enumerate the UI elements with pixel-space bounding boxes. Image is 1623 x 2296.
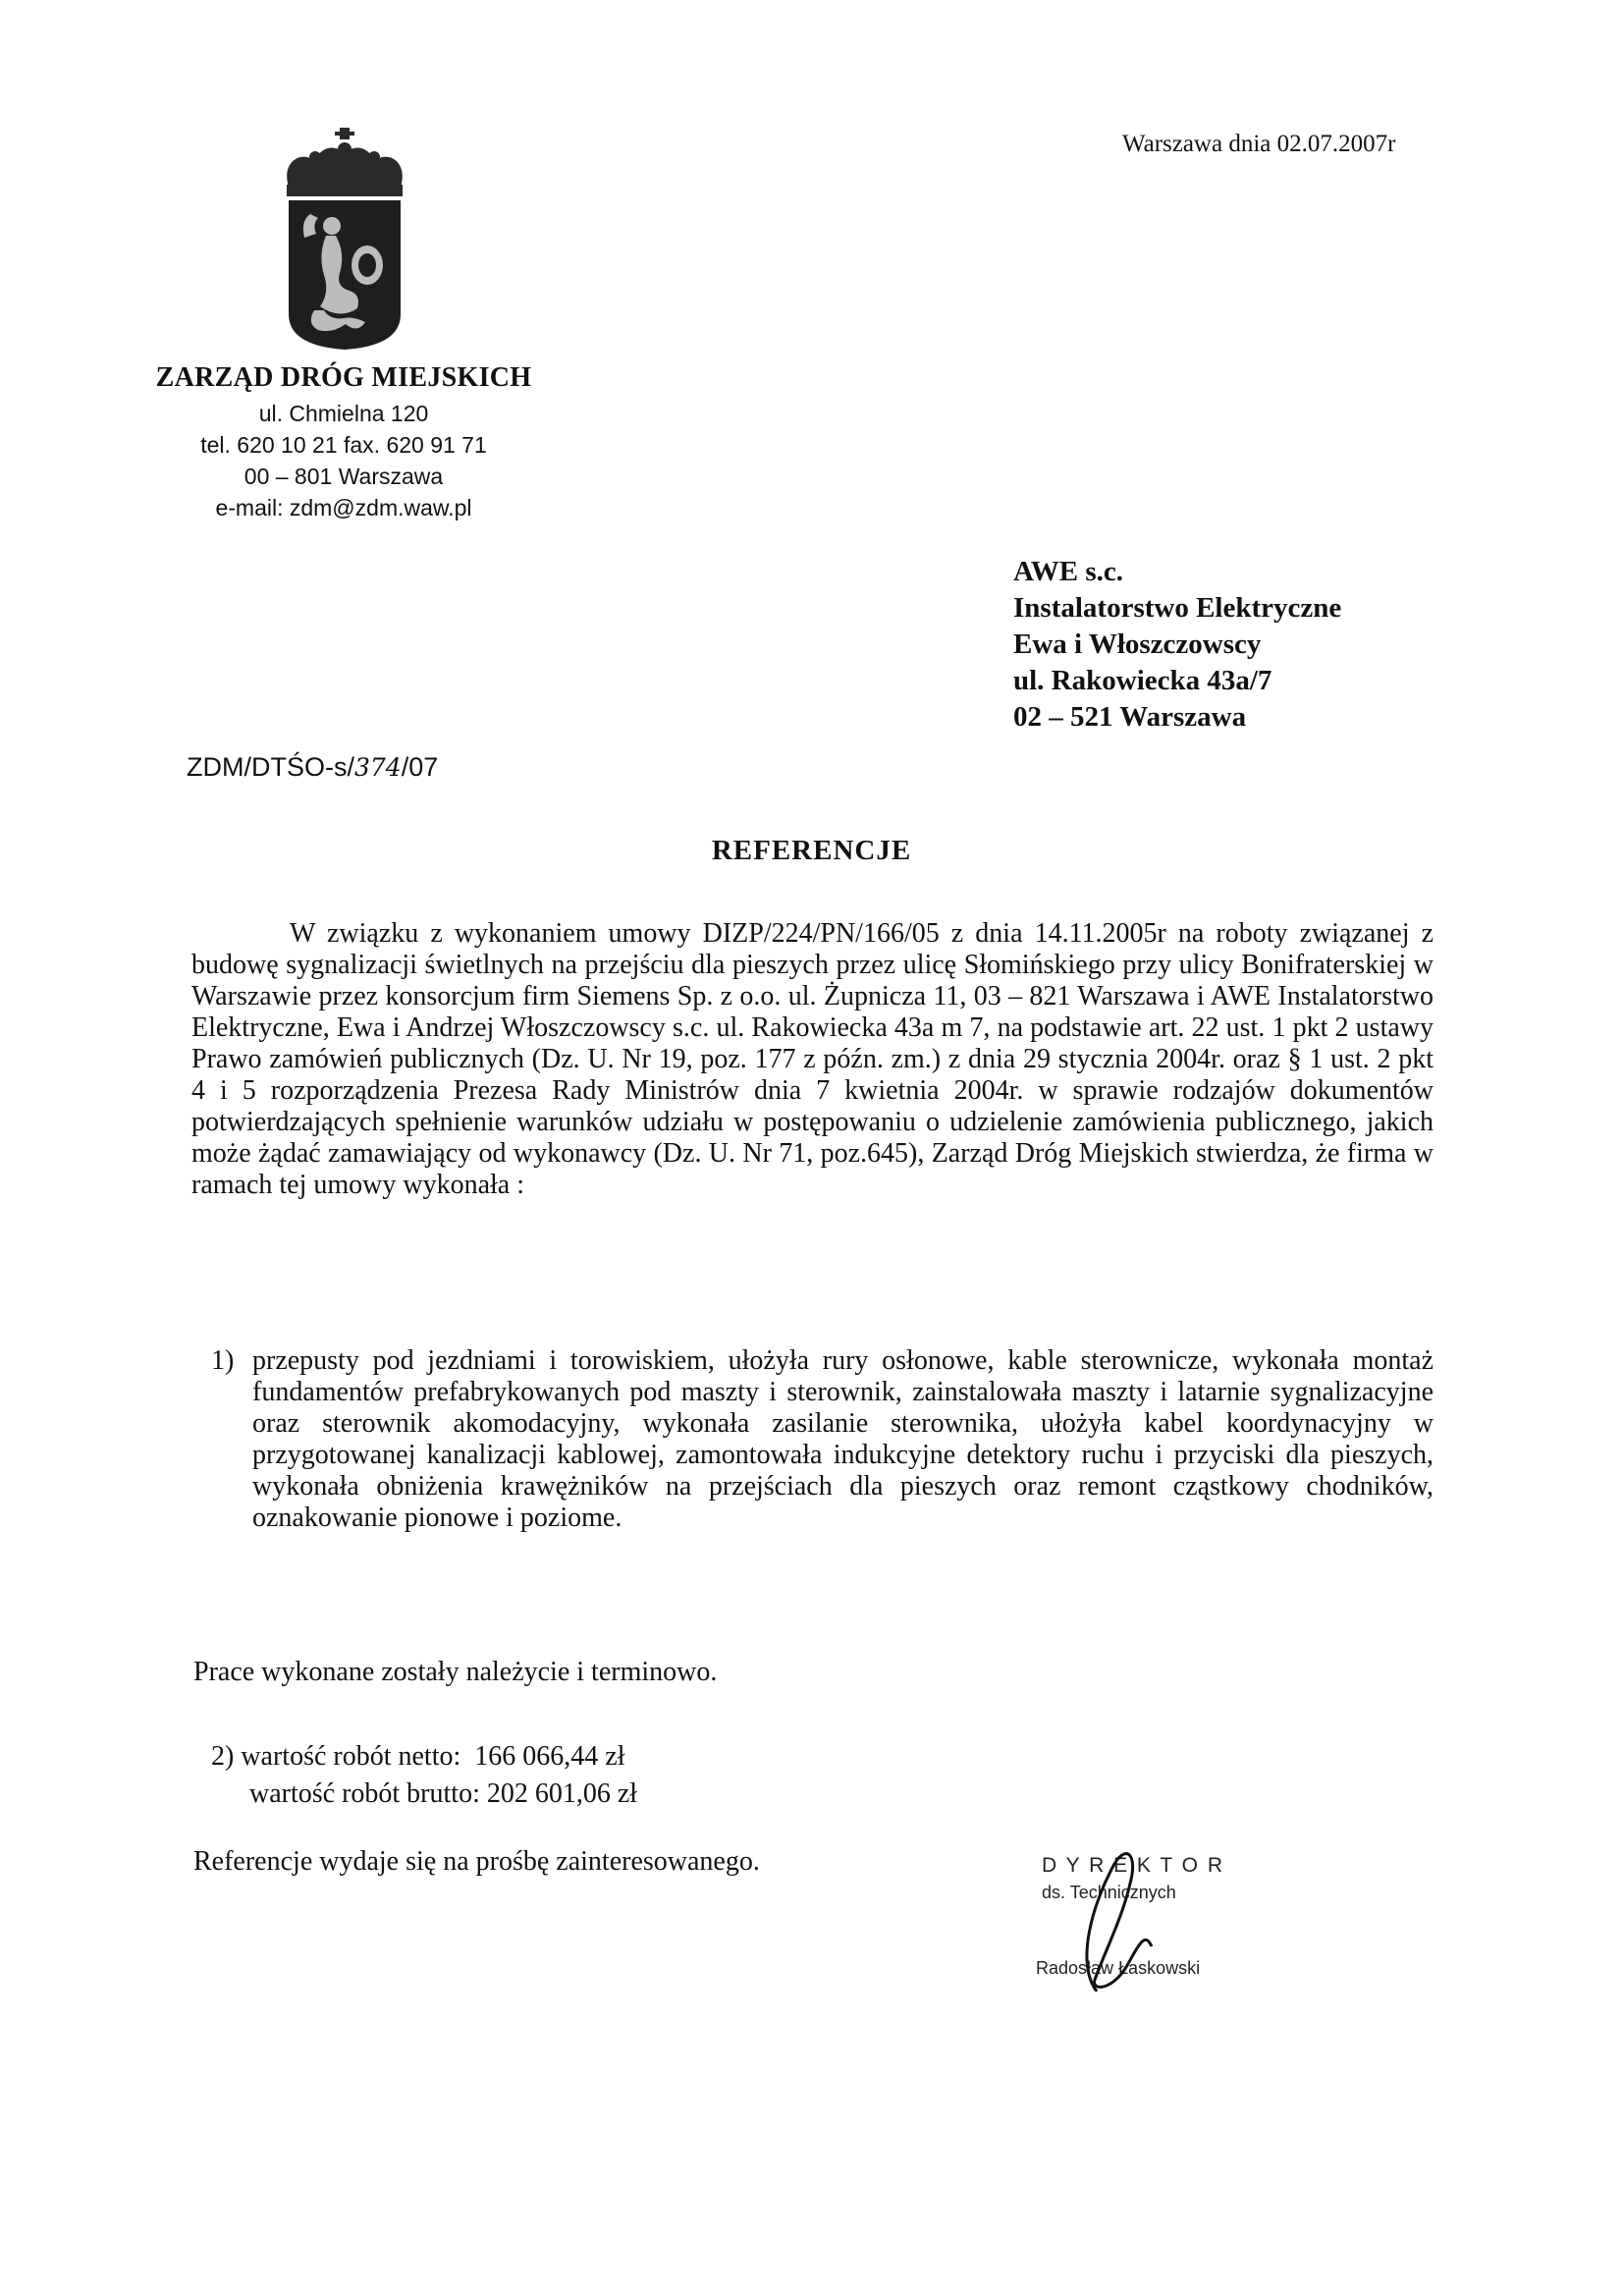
recipient-line-1: AWE s.c. <box>1013 556 1123 587</box>
recipient-block <box>1013 554 1341 736</box>
reference-number <box>187 752 438 783</box>
body-paragraph: W związku z wykonaniem umowy DIZP/224/PN/166/05 z dnia 14.11.2005r na roboty związanej z budowę sygnalizacji świetlnych na przejściu dla pieszych przez ulicę Słomińskiego przy ulicy Bonifraterskiej w Warszawie przez konsorcjum firm Siemens Sp. z o.o. ul. Żupnicza 11, 03 – 821 Warszawa i AWE Instalatorstwo Elektryczne, Ewa i Andrzej Włoszczowscy s.c. ul. Rakowiecka 43a m 7, na podstawie art. 22 ust. 1 pkt 2 ustawy Prawo zamówień publicznych (Dz. U. Nr 19, poz. 177 z późn. zm.) z dnia 29 stycznia 2004r. oraz § 1 ust. 2 pkt 4 i 5 rozporządzenia Prezesa Rady Ministrów dnia 7 kwietnia 2004r. w sprawie rodzajów dokumentów potwierdzających spełnienie warunków udziału w postępowaniu o udzielenie zamówienia publicznego, jakich może żądać zamawiający od wykonawcy (Dz. U. Nr 71, poz.645), Zarząd Dróg Miejskich stwierdza, że firma w ramach tej umowy wykonała : <box>191 918 1434 1200</box>
works-note: Prace wykonane zostały należycie i terminowo. <box>193 1657 718 1687</box>
list-item-text: przepusty pod jezdniami i torowiskiem, ułożyła rury osłonowe, kable sterownicze, wykonała montaż fundamentów prefabrykowanych pod maszty i sterownik, zainstalowała maszty i latarnie sygnalizacyjne oraz sterownik akomodacyjny, wykonała zasilanie sterownika, ułożyła kabel koordynacyjny w przygotowanej kanalizacji kablowej, zamontowała indukcyjne detektory ruchu i przyciski dla pieszych, wykonała obniżenia krawężników na przejściach dla pieszych oraz remont cząstkowy chodników, oznakowanie pionowe i poziome. <box>252 1345 1434 1533</box>
gross-value: 202 601,06 zł <box>486 1778 638 1809</box>
list-item-marker: 1) <box>211 1345 235 1376</box>
sender-phones: tel. 620 10 21 fax. 620 91 71 <box>200 432 487 458</box>
recipient-line-5: 02 – 521 Warszawa <box>1013 701 1247 733</box>
document-date: Warszawa dnia 02.07.2007r <box>1122 131 1396 157</box>
closing-statement: Referencje wydaje się na prośbę zainteresowanego. <box>193 1846 760 1877</box>
list-item <box>211 1345 1434 1534</box>
sender-city: 00 – 801 Warszawa <box>243 464 444 489</box>
net-value: 166 066,44 zł <box>474 1741 625 1772</box>
list-item-marker: 2) <box>211 1741 235 1772</box>
net-value-row <box>211 1738 637 1776</box>
gross-value-row <box>211 1776 637 1813</box>
reference-prefix: ZDM/DTŚO-s/ <box>187 752 354 782</box>
sender-street: ul. Chmielna 120 <box>258 401 429 426</box>
gross-value-label: wartość robót brutto: <box>249 1778 480 1809</box>
signature-subtitle: ds. Technicznych <box>1042 1883 1176 1902</box>
signature-stamp <box>1036 1844 1271 1992</box>
recipient-line-3: Ewa i Włoszczowscy <box>1013 629 1262 660</box>
signature-name: Radosław Łaskowski <box>1036 1958 1201 1978</box>
coat-of-arms-icon <box>271 128 418 352</box>
sender-block <box>137 358 550 523</box>
net-value-label: wartość robót netto: <box>241 1741 461 1772</box>
document-title: REFERENCJE <box>711 835 912 866</box>
signature-title: D Y R E K T O R <box>1042 1854 1225 1877</box>
reference-suffix: /07 <box>401 752 439 782</box>
sender-email: e-mail: zdm@zdm.waw.pl <box>215 495 472 520</box>
recipient-line-4: ul. Rakowiecka 43a/7 <box>1013 665 1272 696</box>
reference-handwritten-number: 374 <box>353 753 402 782</box>
recipient-line-2: Instalatorstwo Elektryczne <box>1013 592 1342 624</box>
values-block <box>211 1738 637 1813</box>
sender-organization: ZARZĄD DRÓG MIEJSKICH <box>155 362 532 393</box>
